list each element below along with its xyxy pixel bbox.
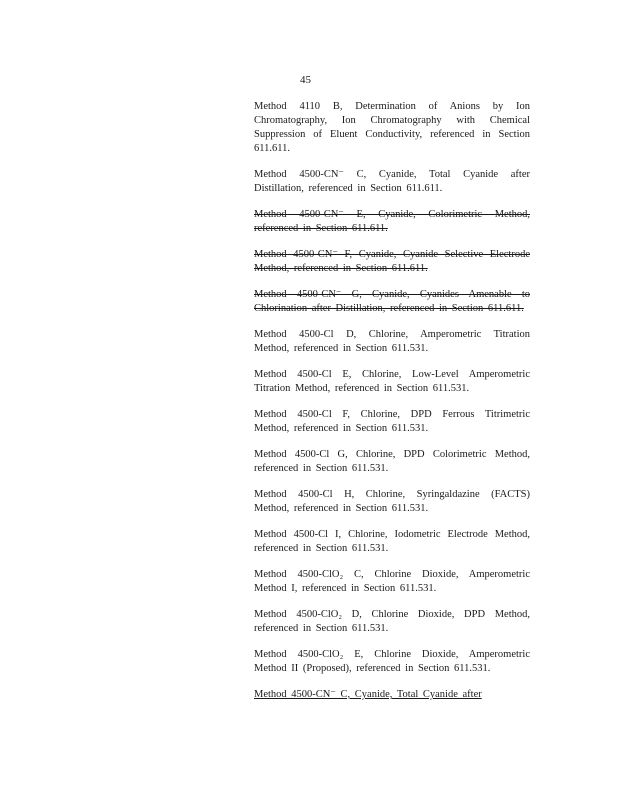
method-entry: Method 4110 B, Determination of Anions by Ion Chromatography, Ion Chromatography with Chemical Suppression of Eluent Conductivity, referenced in Section 611.611. [254, 101, 530, 154]
method-entry: Method 4500-CN⁻ C, Cyanide, Total Cyanide after Distillation, referenced in Section 611.611. [254, 169, 530, 194]
method-entry: Method 4500-Cl G, Chlorine, DPD Colorimetric Method, referenced in Section 611.531. [254, 449, 530, 474]
method-entry: Method 4500-Cl F, Chlorine, DPD Ferrous Titrimetric Method, referenced in Section 611.531. [254, 409, 530, 434]
method-entry: Method 4500-ClO₂ D, Chlorine Dioxide, DPD Method, referenced in Section 611.531. [254, 609, 530, 634]
method-entry: Method 4500-Cl D, Chlorine, Amperometric Titration Method, referenced in Section 611.531. [254, 329, 530, 354]
method-entry: Method 4500-CN⁻ C, Cyanide, Total Cyanide after [254, 689, 482, 700]
method-list [254, 100, 530, 714]
method-entry: Method 4500-ClO₂ C, Chlorine Dioxide, Amperometric Method I, referenced in Section 611.531. [254, 569, 530, 594]
method-entry: Method 4500-CN⁻ G, Cyanide, Cyanides Amenable to Chlorination after Distillation, referenced in Section 611.611. [254, 289, 530, 314]
method-entry: Method 4500-CN⁻ E, Cyanide, Colorimetric Method, referenced in Section 611.611. [254, 209, 530, 234]
method-entry: Method 4500-Cl I, Chlorine, Iodometric Electrode Method, referenced in Section 611.531. [254, 529, 530, 554]
method-entry: Method 4500-Cl H, Chlorine, Syringaldazine (FACTS) Method, referenced in Section 611.531. [254, 489, 530, 514]
method-entry: Method 4500-CN⁻ F, Cyanide, Cyanide Selective Electrode Method, referenced in Section 611.611. [254, 249, 530, 274]
method-entry: Method 4500-ClO₂ E, Chlorine Dioxide, Amperometric Method II (Proposed), referenced in Section 611.531. [254, 649, 530, 674]
page-number: 45 [300, 74, 311, 86]
method-entry: Method 4500-Cl E, Chlorine, Low-Level Amperometric Titration Method, referenced in Section 611.531. [254, 369, 530, 394]
